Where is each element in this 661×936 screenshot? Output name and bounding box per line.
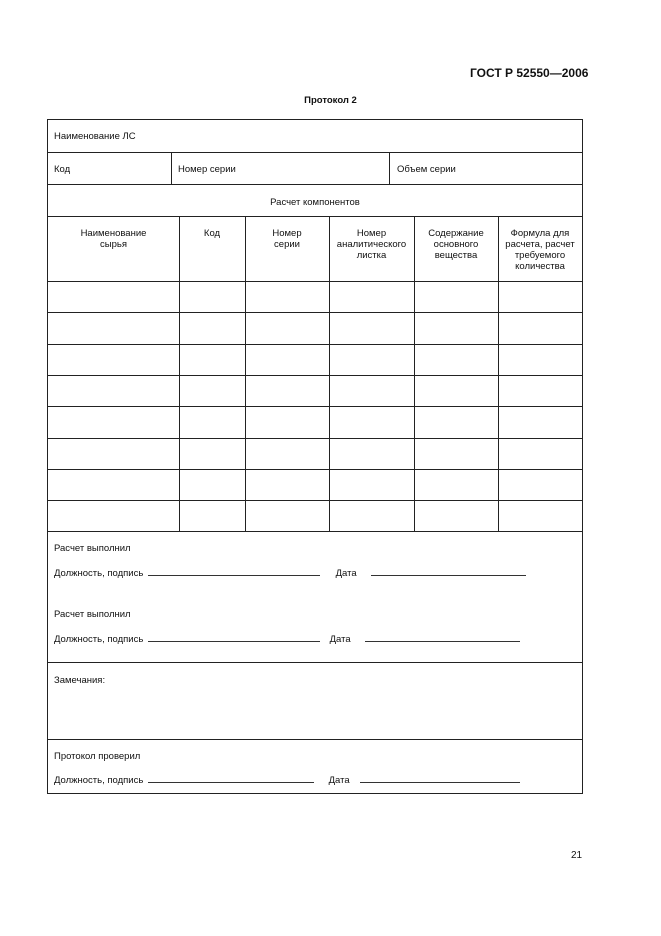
calc2-position-label: Должность, подпись: [54, 634, 144, 645]
table-cell[interactable]: [180, 282, 244, 311]
table-column-header: Содержание основного вещества: [428, 228, 484, 261]
protocol-title: Протокол 2: [304, 95, 357, 106]
divider: [48, 739, 582, 740]
table-cell[interactable]: [415, 407, 497, 436]
code-label: Код: [54, 164, 71, 175]
table-cell[interactable]: [499, 345, 581, 374]
table-cell[interactable]: [49, 345, 178, 374]
table-cell[interactable]: [180, 407, 244, 436]
calc1-label: Расчет выполнил: [54, 543, 131, 554]
protocol-form: [47, 119, 583, 794]
table-cell[interactable]: [499, 282, 581, 311]
table-cell[interactable]: [49, 439, 178, 468]
table-cell[interactable]: [415, 470, 497, 499]
table-cell[interactable]: [246, 501, 328, 530]
table-cell[interactable]: [330, 345, 413, 374]
table-cell[interactable]: [49, 501, 178, 530]
table-cell[interactable]: [330, 282, 413, 311]
table-column-header: Код: [203, 228, 221, 239]
calc2-signature-line: [54, 632, 520, 645]
check-date-label: Дата: [328, 775, 350, 786]
divider: [389, 152, 390, 184]
remarks-label: Замечания:: [54, 675, 106, 686]
table-cell[interactable]: [415, 282, 497, 311]
divider: [48, 662, 582, 663]
calc1-position-label: Должность, подпись: [54, 568, 144, 579]
table-cell[interactable]: [499, 376, 581, 405]
table-cell[interactable]: [246, 376, 328, 405]
calc2-label: Расчет выполнил: [54, 609, 131, 620]
table-cell[interactable]: [246, 439, 328, 468]
table-column-header: Номер серии: [272, 228, 302, 250]
divider: [171, 152, 172, 184]
table-cell[interactable]: [330, 501, 413, 530]
table-cell[interactable]: [49, 470, 178, 499]
components-title: Расчет компонентов: [270, 197, 360, 208]
divider: [48, 152, 582, 153]
check-signature-line: [54, 773, 520, 786]
series-volume-label: Объем серии: [397, 164, 456, 175]
table-cell[interactable]: [246, 407, 328, 436]
check-label: Протокол проверил: [54, 751, 141, 762]
date-field[interactable]: [365, 632, 520, 642]
date-field[interactable]: [360, 773, 520, 783]
table-cell[interactable]: [180, 501, 244, 530]
table-cell[interactable]: [180, 345, 244, 374]
table-cell[interactable]: [49, 282, 178, 311]
table-row-divider: [48, 531, 582, 532]
divider: [48, 216, 582, 217]
table-cell[interactable]: [499, 439, 581, 468]
table-cell[interactable]: [499, 313, 581, 342]
divider: [48, 184, 582, 185]
check-position-label: Должность, подпись: [54, 775, 144, 786]
table-cell[interactable]: [415, 376, 497, 405]
calc1-date-label: Дата: [335, 568, 357, 579]
table-column-header: Наименование сырья: [80, 228, 147, 250]
table-column-header: Номер аналитического листка: [336, 228, 407, 261]
date-field[interactable]: [371, 566, 526, 576]
table-cell[interactable]: [330, 407, 413, 436]
signature-field[interactable]: [148, 566, 320, 576]
calc1-signature-line: [54, 566, 526, 579]
table-cell[interactable]: [415, 345, 497, 374]
table-cell[interactable]: [180, 313, 244, 342]
signature-field[interactable]: [148, 773, 314, 783]
table-cell[interactable]: [330, 439, 413, 468]
table-cell[interactable]: [330, 470, 413, 499]
signature-field[interactable]: [148, 632, 320, 642]
table-cell[interactable]: [246, 282, 328, 311]
series-number-label: Номер серии: [178, 164, 236, 175]
table-cell[interactable]: [246, 345, 328, 374]
table-cell[interactable]: [330, 376, 413, 405]
table-column-header: Формула для расчета, расчет требуемого количества: [505, 228, 575, 272]
page-number: 21: [571, 850, 583, 861]
table-cell[interactable]: [49, 407, 178, 436]
table-cell[interactable]: [499, 470, 581, 499]
table-cell[interactable]: [246, 313, 328, 342]
table-cell[interactable]: [180, 439, 244, 468]
table-cell[interactable]: [415, 439, 497, 468]
table-cell[interactable]: [49, 313, 178, 342]
table-cell[interactable]: [415, 313, 497, 342]
table-cell[interactable]: [499, 407, 581, 436]
ls-name-label: Наименование ЛС: [54, 131, 136, 142]
table-cell[interactable]: [330, 313, 413, 342]
document-standard-number: ГОСТ Р 52550—2006: [470, 66, 589, 80]
table-cell[interactable]: [499, 501, 581, 530]
table-cell[interactable]: [180, 470, 244, 499]
table-cell[interactable]: [180, 376, 244, 405]
calc2-date-label: Дата: [329, 634, 351, 645]
table-cell[interactable]: [415, 501, 497, 530]
table-cell[interactable]: [246, 470, 328, 499]
table-cell[interactable]: [49, 376, 178, 405]
